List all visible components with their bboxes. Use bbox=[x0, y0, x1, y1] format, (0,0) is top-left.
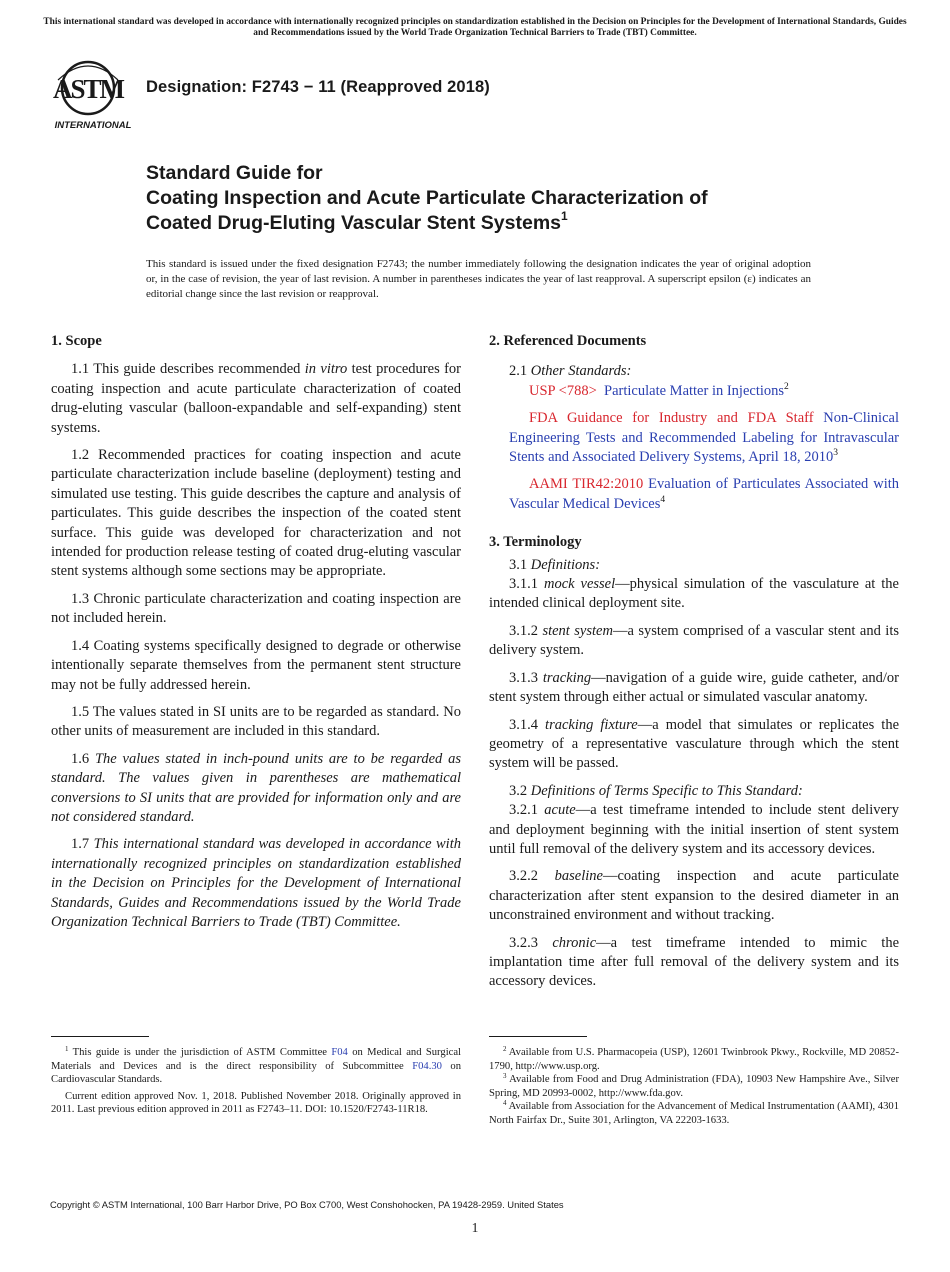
top-notice: This international standard was developed in accordance with internationally recognized principles on standardization established in the Decision on Principles for the Development of International Standards, Guides and Recommendations issued by the World Trade Organization Technical Barriers to Trade (TBT) Committee. bbox=[43, 17, 907, 38]
definition-stent-system: 3.1.2 stent system—a system comprised of a vascular stent and its delivery system. bbox=[489, 622, 899, 659]
scope-1-5: 1.5 The values stated in SI units are to be regarded as standard. No other units of measurement are included in this standard. bbox=[51, 703, 461, 740]
intro-paragraph: This standard is issued under the fixed designation F2743; the number immediately following the designation indicates the year of original adoption or, in the case of revision, the year of last revision. A number in parentheses indicates the year of last reapproval. A superscript epsilon (ε) indicates an editorial change since the last revision or reapproval. bbox=[146, 258, 811, 300]
reference-usp-788: USP <788> Particulate Matter in Injections$^2$ bbox=[529, 381, 789, 399]
scope-1-3: 1.3 Chronic particulate characterization and coating inspection are not included herein. bbox=[51, 590, 461, 627]
footnote-4: $^4$ Available from Association for the Advancement of Medical Instrumentation (AAMI), 4301 North Fairfax Dr., Suite 301, Arlington, VA 22203-1633. bbox=[489, 1099, 899, 1126]
committee-f04-link[interactable]: F04 bbox=[331, 1047, 348, 1058]
definition-mock-vessel: 3.1.1 mock vessel—physical simulation of the vasculature at the intended clinical deployment site. bbox=[489, 576, 899, 612]
footnotes-right bbox=[489, 1046, 899, 1128]
svg-text:INTERNATIONAL: INTERNATIONAL bbox=[54, 120, 132, 131]
title-line-3: Coated Drug-Eluting Vascular Stent Systems$^1$ bbox=[146, 209, 568, 234]
terminology-3-1: 3.1 Definitions: bbox=[509, 556, 601, 573]
reference-aami-tir42: AAMI TIR42:2010 Evaluation of Particulates Associated with Vascular Medical Devices$^4$ bbox=[509, 476, 900, 512]
reference-title-link[interactable]: Particulate Matter in Injections bbox=[604, 382, 785, 399]
terminology-heading: 3. Terminology bbox=[489, 534, 582, 551]
references-2-1: 2.1 Other Standards: bbox=[509, 363, 632, 380]
references-heading: 2. Referenced Documents bbox=[489, 333, 647, 349]
footnote-1: $^1$ This guide is under the jurisdiction of ASTM Committee F04 on Medical and Surgical Materials and Devices and is the direct responsibility of Subcommittee F04.30 on Cardiovascular Standards. bbox=[51, 1045, 461, 1086]
scope-heading: 1. Scope bbox=[51, 333, 102, 349]
footnote-3: $^3$ Available from Food and Drug Administration (FDA), 10903 New Hampshire Ave., Silver Spring, MD 20993-0002, http://www.fda.gov. bbox=[489, 1072, 899, 1099]
reference-code[interactable]: USP <788> bbox=[529, 382, 597, 399]
scope-1-1: 1.1 This guide describes recommended in vitro test procedures for coating inspection and acute particulate characterization of coated drug-eluting vascular (balloon-expandable and self-expanding) stent systems. bbox=[51, 361, 461, 436]
reference-code[interactable]: FDA Guidance for Industry and FDA Staff bbox=[529, 410, 814, 427]
footnote-rule-left bbox=[51, 1036, 149, 1037]
reference-fda-guidance: FDA Guidance for Industry and FDA Staff Non-Clinical Engineering Tests and Recommended Labeling for Intravascular Stents and Associated Delivery Systems, April 18, 2010$^3$ bbox=[509, 410, 899, 466]
svg-text:ASTM: ASTM bbox=[52, 74, 124, 104]
definition-acute: 3.2.1 acute—a test timeframe intended to include stent delivery and deployment beginning with the initial insertion of stent system until full removal of the delivery system and its accessory devices. bbox=[489, 802, 900, 857]
definition-tracking: 3.1.3 tracking—navigation of a guide wire, guide catheter, and/or stent system through either actual or simulated vascular anatomy. bbox=[489, 669, 900, 706]
scope-1-2: 1.2 Recommended practices for coating inspection and acute particulate characterization include baseline (deployment) testing and simulated use testing. This guide describes the capture and analysis of particulates. This guide describes the inspection of the coated stent surface. This guide was developed for characterization and not intended for production release testing of coated drug-eluting vascular stent systems although some sections may be appropriate. bbox=[51, 447, 461, 580]
definition-tracking-fixture: 3.1.4 tracking fixture—a model that simulates or replicates the geometry of a representative vasculature through which the stent system will be passed. bbox=[489, 716, 900, 772]
definition-baseline: 3.2.2 baseline—coating inspection and acute particulate characterization after stent expansion to the desired diameter in an unconstrained environment and without tracking. bbox=[489, 868, 899, 924]
page-number: 1 bbox=[471, 1220, 479, 1235]
reference-code[interactable]: AAMI TIR42:2010 bbox=[529, 476, 644, 493]
scope-section bbox=[51, 332, 461, 940]
scope-1-7: 1.7 This international standard was developed in accordance with internationally recognized principles on standardization established in the Decision on Principles for the Development of International Standards, Guides and Recommendations issued by the World Trade Organization Technical Barriers to Trade (TBT) Committee. bbox=[51, 836, 461, 930]
footnotes-left bbox=[51, 1046, 461, 1117]
copyright-line: Copyright © ASTM International, 100 Barr Harbor Drive, PO Box C700, West Conshohocken, PA 19428-2959. United States bbox=[50, 1199, 564, 1210]
scope-1-6: 1.6 The values stated in inch-pound units are to be regarded as standard. The values given in parentheses are mathematical conversions to SI units that are provided for information only and are not considered standard. bbox=[51, 750, 461, 825]
designation: Designation: F2743 − 11 (Reapproved 2018) bbox=[146, 78, 490, 96]
right-column bbox=[489, 332, 899, 1000]
footnote-2: $^2$ Available from U.S. Pharmacopeia (USP), 12601 Twinbrook Pkwy., Rockville, MD 20852-1790, http://www.usp.org. bbox=[489, 1045, 899, 1072]
astm-logo-icon bbox=[50, 58, 136, 132]
footnote-1-edition: Current edition approved Nov. 1, 2018. Published November 2018. Originally approved in 2011. Last previous edition approved in 2011 as F2743–11. DOI: 10.1520/F2743-11R18. bbox=[51, 1090, 461, 1116]
subcommittee-f04-30-link[interactable]: F04.30 bbox=[412, 1060, 442, 1072]
reference-title-link[interactable]: Non-Clinical Engineering Tests and Recommended Labeling for Intravascular Stents and Associated Delivery Systems, April 18, 2010 bbox=[509, 410, 899, 466]
definition-chronic: 3.2.3 chronic—a test timeframe intended to mimic the implantation time after full removal of the delivery system and its accessory devices. bbox=[489, 934, 899, 990]
title-line-1: Standard Guide for bbox=[146, 162, 323, 184]
terminology-3-2: 3.2 Definitions of Terms Specific to This Standard: bbox=[509, 782, 803, 799]
title-line-2: Coating Inspection and Acute Particulate Characterization of bbox=[146, 187, 708, 209]
document-title bbox=[146, 161, 866, 236]
scope-1-4: 1.4 Coating systems specifically designed to degrade or otherwise intentionally separate themselves from the permanent stent structure may not be fully addressed herein. bbox=[51, 637, 461, 693]
reference-title-link[interactable]: Evaluation of Particulates Associated with Vascular Medical Devices bbox=[509, 476, 900, 512]
title-footnote-mark: 1 bbox=[561, 209, 568, 223]
footnote-rule-right bbox=[489, 1036, 587, 1037]
